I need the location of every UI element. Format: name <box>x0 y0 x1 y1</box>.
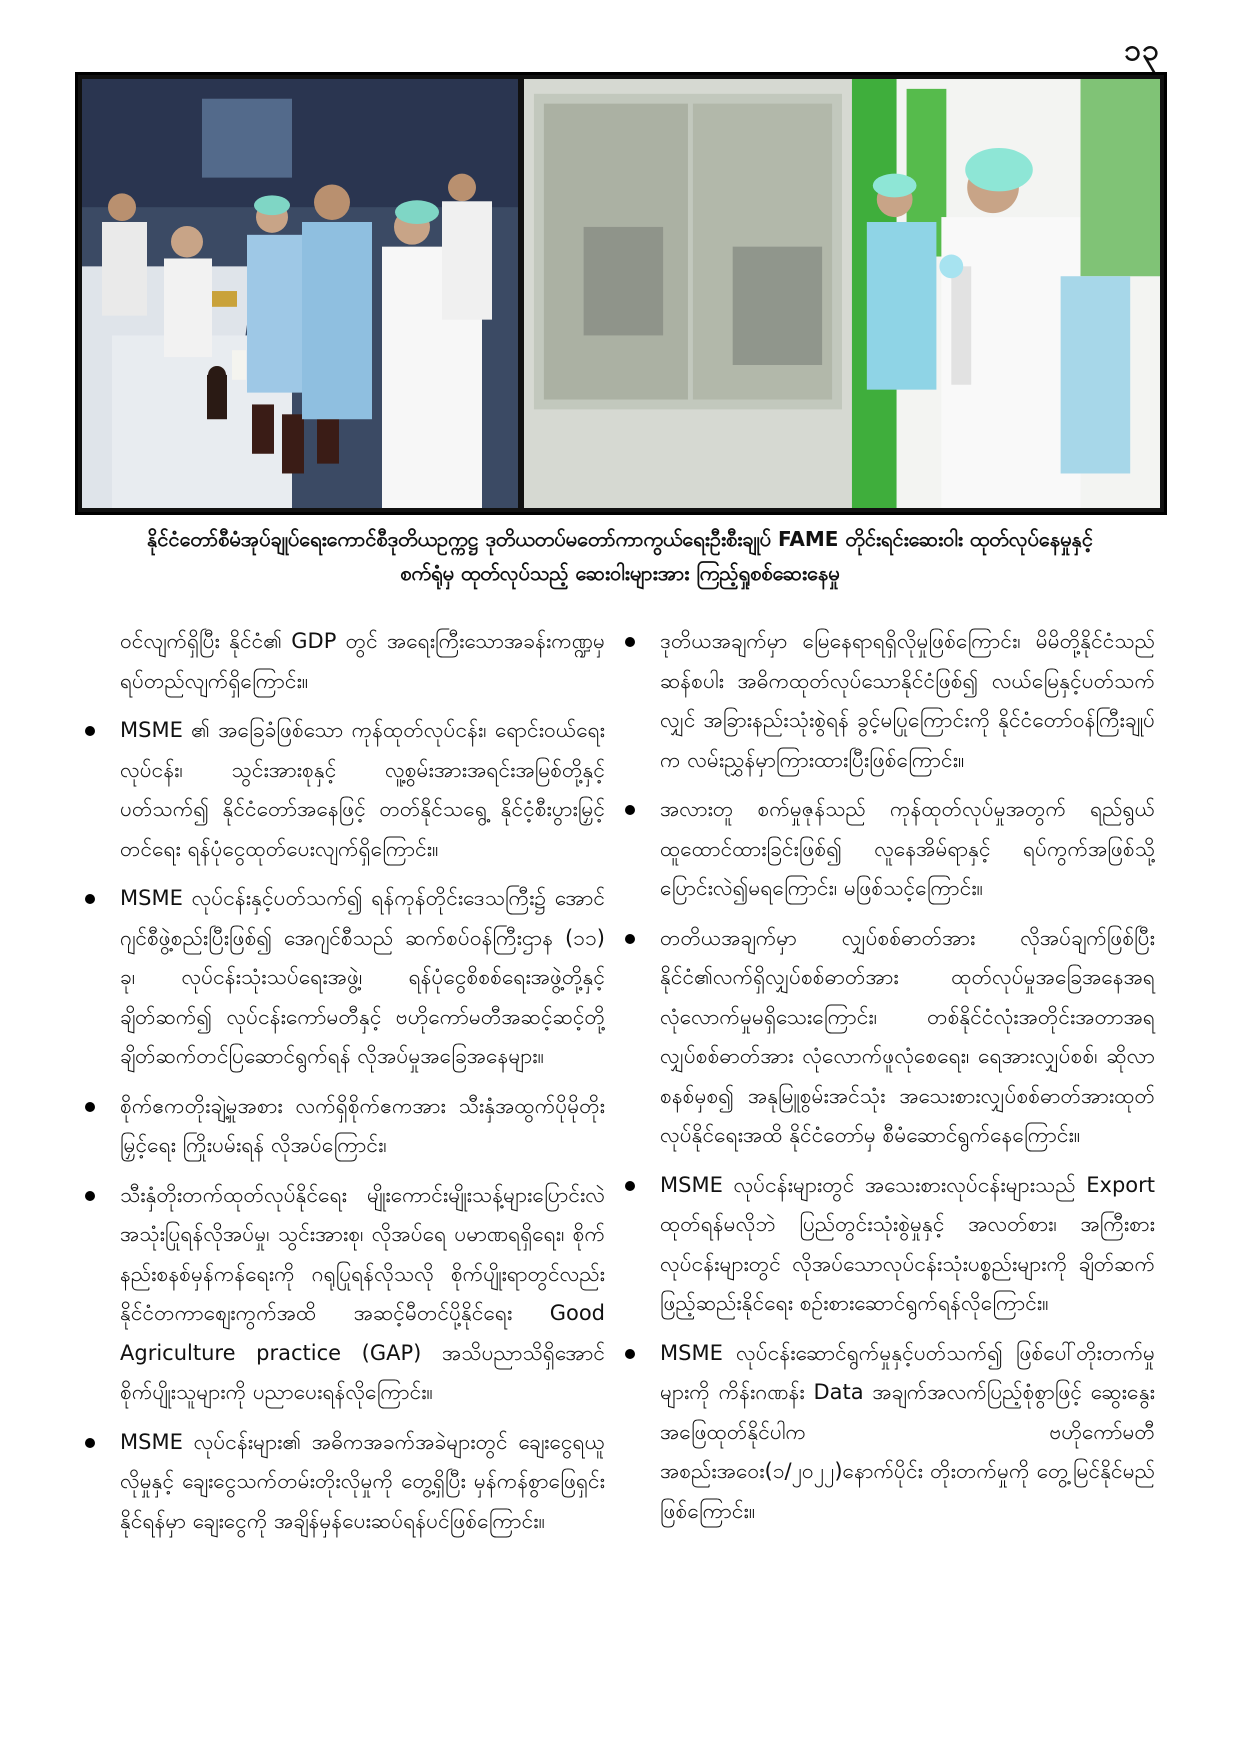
list-item-text: MSME လုပ်ငန်းများတွင် အသေးစားလုပ်ငန်းများသည် Export ထုတ်ရန်မလိုဘဲ ပြည်တွင်းသုံးစွဲမှုနှင့် အလတ်စား၊ အကြီးစားလုပ်ငန်းများတွင် လိုအပ်သောလုပ်ငန်းသုံးပစ္စည်းများကို ချိတ်ဆက်ဖြည့်ဆည်းနိုင်ရေး စဉ်းစားဆောင်ရွက်ရန်လိုကြောင်း။ <box>660 1172 1155 1315</box>
list-item-text: အလားတူ စက်မှုဇုန်သည် ကုန်ထုတ်လုပ်မှုအတွက် ရည်ရွယ်ထူထောင်ထားခြင်းဖြစ်၍ လူနေအိမ်ရာနှင့် ရပ်ကွက်အဖြစ်သို့ ပြောင်းလဲ၍မရကြောင်း၊ မဖြစ်သင့်ကြောင်း။ <box>660 797 1155 900</box>
list-item <box>85 1423 605 1542</box>
list-item-text: MSME လုပ်ငန်းများ၏ အဓိကအခက်အခဲများတွင် ချေးငွေရယူလိုမှုနှင့် ချေးငွေသက်တမ်းတိုးလိုမှုကို တွေ့ရှိပြီး မှန်ကန်စွာဖြေရှင်းနိုင်ရန်မှာ ချေးငွေကို အချိန်မှန်ပေးဆပ်ရန်ပင်ဖြစ်ကြောင်း။ <box>120 1429 605 1533</box>
bullet-icon <box>85 1438 95 1448</box>
bullet-icon <box>625 637 635 647</box>
list-item <box>625 790 1155 909</box>
list-item <box>625 1334 1155 1532</box>
list-item-text: MSME ၏ အခြေခံဖြစ်သော ကုန်ထုတ်လုပ်ငန်း၊ ရောင်းဝယ်ရေးလုပ်ငန်း၊ သွင်းအားစုနှင့် လူ့စွမ်းအားအရင်းအမြစ်တို့နှင့်ပတ်သက်၍ နိုင်ငံတော်အနေဖြင့် တတ်နိုင်သရွေ့ နိုင်ငံ့စီးပွားမြှင့်တင်ရေး ရန်ပုံငွေထုတ်ပေးလျက်ရှိကြောင်း။ <box>120 718 605 861</box>
photo-production-room <box>524 79 1160 508</box>
bullet-icon <box>625 1349 635 1359</box>
bullet-icon <box>625 805 635 815</box>
bullet-icon <box>625 934 635 944</box>
bullet-icon <box>85 1102 95 1112</box>
continued-paragraph: ဝင်လျက်ရှိပြီး နိုင်ငံ၏ GDP တွင် အရေးကြီးသောအခန်းကဏ္ဍမှ ရပ်တည်လျက်ရှိကြောင်း။ <box>120 629 605 693</box>
list-item-text: တတိယအချက်မှာ လျှပ်စစ်ဓာတ်အား လိုအပ်ချက်ဖြစ်ပြီး နိုင်ငံ၏လက်ရှိလျှပ်စစ်ဓာတ်အား ထုတ်လုပ်မှုအခြေအနေအရ လုံလောက်မှုမရှိသေးကြောင်း၊ တစ်နိုင်ငံလုံးအတိုင်းအတာအရ လျှပ်စစ်ဓာတ်အား လုံလောက်ဖူလုံစေရေး၊ ရေအားလျှပ်စစ်၊ ဆိုလာစနစ်မှစ၍ အနုမြူစွမ်းအင်သုံး အသေးစားလျှပ်စစ်ဓာတ်အားထုတ်လုပ်နိုင်ရေးအထိ နိုင်ငံတော်မှ စီမံဆောင်ရွက်နေကြောင်း။ <box>660 925 1155 1147</box>
list-item <box>85 711 605 869</box>
list-item-text: MSME လုပ်ငန်းနှင့်ပတ်သက်၍ ရန်ကုန်တိုင်းဒေသကြီး၌ အောင်ဂျင်စီဖွဲ့စည်းပြီးဖြစ်၍ အေဂျင်စီသည် ဆက်စပ်ဝန်ကြီးဌာန (၁၁) ခု၊ လုပ်ငန်းသုံးသပ်ရေးအဖွဲ့၊ ရန်ပုံငွေစိစစ်ရေးအဖွဲ့တို့နှင့်ချိတ်ဆက်၍ လုပ်ငန်းကော်မတီနှင့် ဗဟိုကော်မတီအဆင့်ဆင့်တို့ ချိတ်ဆက်တင်ပြဆောင်ရွက်ရန် လိုအပ်မှုအခြေအနေများ။ <box>120 886 605 1068</box>
photo-production-room-image <box>524 79 1160 508</box>
right-column <box>625 622 1155 1541</box>
list-item <box>85 879 605 1077</box>
photo-product-display <box>82 79 518 508</box>
bullet-icon <box>85 894 95 904</box>
caption-line-1: နိုင်ငံတော်စီမံအုပ်ချုပ်ရေးကောင်စီဒုတိယဥက္ကဋ္ဌ ဒုတိယတပ်မတော်ကာကွယ်ရေးဦးစီးချုပ် FAME တိုင်းရင်းဆေးဝါး ထုတ်လုပ်နေမှုနှင့် <box>147 527 1093 551</box>
left-column <box>85 622 605 1551</box>
photo-strip <box>75 72 1167 515</box>
list-item-text: သီးနှံတိုးတက်ထုတ်လုပ်နိုင်ရေး မျိုးကောင်းမျိုးသန့်များပြောင်းလဲအသုံးပြုရန်လိုအပ်မှု၊ သွင်းအားစု၊ လိုအပ်ရေ ပမာဏရရှိရေး၊ စိုက်နည်းစနစ်မှန်ကန်ရေးကို ဂရုပြုရန်လိုသလို စိုက်ပျိုးရာတွင်လည်း နိုင်ငံတကာစျေးကွက်အထိ အဆင့်မီတင်ပို့နိုင်ရေး Good Agriculture practice (GAP) အသိပညာသိရှိအောင် စိုက်ပျိုးသူများကို ပညာပေးရန်လိုကြောင်း။ <box>120 1182 605 1404</box>
photo-product-display-image <box>82 79 518 508</box>
list-item <box>625 1166 1155 1324</box>
list-item <box>85 1176 605 1413</box>
bullet-icon <box>625 1181 635 1191</box>
list-item <box>625 622 1155 780</box>
list-item-text: ဒုတိယအချက်မှာ မြေနေရာရရှိလိုမှုဖြစ်ကြောင်း၊ မိမိတို့နိုင်ငံသည် ဆန်စပါး အဓိကထုတ်လုပ်သောနိုင်ငံဖြစ်၍ လယ်မြေနှင့်ပတ်သက်လျှင် အခြားနည်းသုံးစွဲရန် ခွင့်မပြုကြောင်းကို နိုင်ငံတော်ဝန်ကြီးချုပ်က လမ်းညွှန်မှာကြားထားပြီးဖြစ်ကြောင်း။ <box>660 629 1155 772</box>
bullet-icon <box>85 726 95 736</box>
photo-caption <box>60 522 1180 590</box>
page-number: ၁၃ <box>1124 33 1160 68</box>
bullet-icon <box>85 1191 95 1201</box>
list-item-text: စိုက်ဧကတိုးချဲ့မှုအစား လက်ရှိစိုက်ဧကအား သီးနှံအထွက်ပိုမိုတိုးမြှင့်ရေး ကြိုးပမ်းရန် လိုအပ်ကြောင်း၊ <box>120 1093 605 1157</box>
list-item <box>85 1087 605 1166</box>
list-item <box>625 919 1155 1156</box>
list-item-text: MSME လုပ်ငန်းဆောင်ရွက်မှုနှင့်ပတ်သက်၍ ဖြစ်ပေါ်တိုးတက်မှုများကို ကိန်းဂဏန်း Data အချက်အလက်ပြည့်စုံစွာဖြင့် ဆွေးနွေးအဖြေထုတ်နိုင်ပါက ဗဟိုကော်မတီအစည်းအဝေး(၁/၂၀၂၂)နောက်ပိုင်း တိုးတက်မှုကို တွေ့မြင်နိုင်မည်ဖြစ်ကြောင်း။ <box>660 1340 1155 1523</box>
caption-line-2: စက်ရုံမှ ထုတ်လုပ်သည့် ဆေးဝါးများအား ကြည့်ရှုစစ်ဆေးနေမှု <box>400 561 840 585</box>
